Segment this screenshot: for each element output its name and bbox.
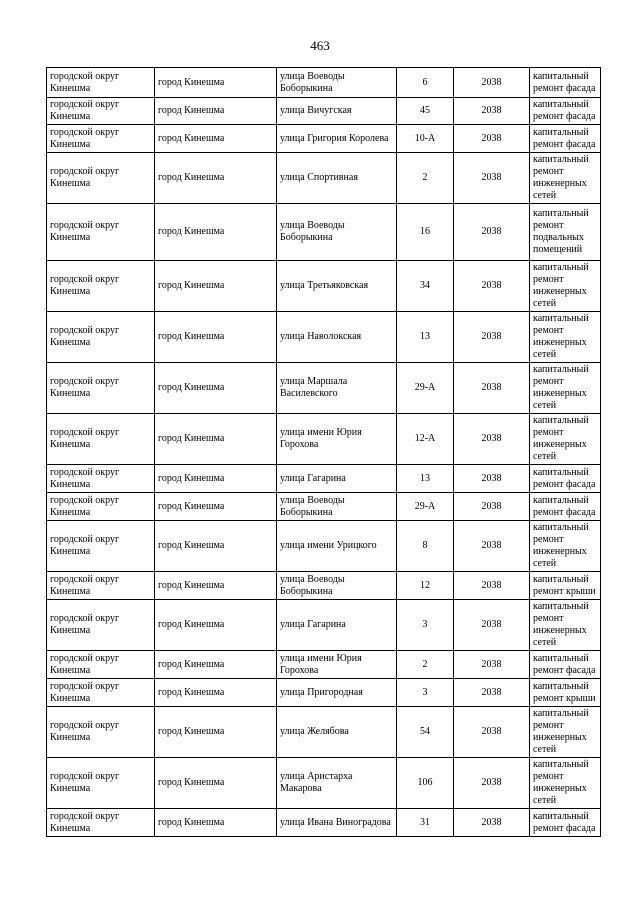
- city-cell: город Кинешма: [155, 312, 277, 363]
- street-cell: улица имени Юрия Горохова: [277, 651, 397, 679]
- district-cell: городской округ Кинешма: [47, 758, 155, 809]
- house-cell: 12: [397, 572, 454, 600]
- street-cell: улица Воеводы Боборыкина: [277, 493, 397, 521]
- table-row: [47, 312, 601, 363]
- table-row: [47, 153, 601, 204]
- district-cell: городской округ Кинешма: [47, 125, 155, 153]
- work-type-cell: капитальный ремонт фасада: [530, 651, 601, 679]
- street-cell: улица Гагарина: [277, 465, 397, 493]
- work-type-cell: капитальный ремонт инженерных сетей: [530, 363, 601, 414]
- street-cell: улица Гагарина: [277, 600, 397, 651]
- city-cell: город Кинешма: [155, 651, 277, 679]
- city-cell: город Кинешма: [155, 707, 277, 758]
- work-type-cell: капитальный ремонт подвальных помещений: [530, 204, 601, 261]
- district-cell: городской округ Кинешма: [47, 651, 155, 679]
- district-cell: городской округ Кинешма: [47, 312, 155, 363]
- house-cell: 16: [397, 204, 454, 261]
- street-cell: улица Вичугская: [277, 98, 397, 125]
- city-cell: город Кинешма: [155, 153, 277, 204]
- district-cell: городской округ Кинешма: [47, 572, 155, 600]
- house-cell: 8: [397, 521, 454, 572]
- house-cell: 13: [397, 465, 454, 493]
- city-cell: город Кинешма: [155, 98, 277, 125]
- district-cell: городской округ Кинешма: [47, 153, 155, 204]
- work-type-cell: капитальный ремонт инженерных сетей: [530, 312, 601, 363]
- street-cell: улица Ивана Виноградова: [277, 809, 397, 837]
- year-cell: 2038: [454, 572, 530, 600]
- street-cell: улица Аристарха Макарова: [277, 758, 397, 809]
- city-cell: город Кинешма: [155, 493, 277, 521]
- city-cell: город Кинешма: [155, 679, 277, 707]
- district-cell: городской округ Кинешма: [47, 204, 155, 261]
- work-type-cell: капитальный ремонт инженерных сетей: [530, 707, 601, 758]
- table-row: [47, 572, 601, 600]
- repair-schedule-table: [46, 67, 601, 837]
- table-row: [47, 68, 601, 98]
- street-cell: улица Спортивная: [277, 153, 397, 204]
- city-cell: город Кинешма: [155, 125, 277, 153]
- year-cell: 2038: [454, 600, 530, 651]
- district-cell: городской округ Кинешма: [47, 465, 155, 493]
- table-row: [47, 125, 601, 153]
- work-type-cell: капитальный ремонт инженерных сетей: [530, 758, 601, 809]
- city-cell: город Кинешма: [155, 809, 277, 837]
- district-cell: городской округ Кинешма: [47, 600, 155, 651]
- street-cell: улица Воеводы Боборыкина: [277, 572, 397, 600]
- work-type-cell: капитальный ремонт крыши: [530, 679, 601, 707]
- year-cell: 2038: [454, 363, 530, 414]
- work-type-cell: капитальный ремонт фасада: [530, 98, 601, 125]
- district-cell: городской округ Кинешма: [47, 98, 155, 125]
- city-cell: город Кинешма: [155, 600, 277, 651]
- year-cell: 2038: [454, 809, 530, 837]
- year-cell: 2038: [454, 261, 530, 312]
- year-cell: 2038: [454, 204, 530, 261]
- house-cell: 29-А: [397, 493, 454, 521]
- year-cell: 2038: [454, 153, 530, 204]
- table-row: [47, 679, 601, 707]
- house-cell: 54: [397, 707, 454, 758]
- house-cell: 3: [397, 600, 454, 651]
- year-cell: 2038: [454, 651, 530, 679]
- year-cell: 2038: [454, 707, 530, 758]
- year-cell: 2038: [454, 312, 530, 363]
- street-cell: улица Третьяковская: [277, 261, 397, 312]
- city-cell: город Кинешма: [155, 261, 277, 312]
- street-cell: улица Воеводы Боборыкина: [277, 68, 397, 98]
- table-row: [47, 98, 601, 125]
- work-type-cell: капитальный ремонт инженерных сетей: [530, 261, 601, 312]
- city-cell: город Кинешма: [155, 521, 277, 572]
- district-cell: городской округ Кинешма: [47, 261, 155, 312]
- city-cell: город Кинешма: [155, 414, 277, 465]
- year-cell: 2038: [454, 68, 530, 98]
- district-cell: городской округ Кинешма: [47, 521, 155, 572]
- year-cell: 2038: [454, 125, 530, 153]
- table-row: [47, 707, 601, 758]
- district-cell: городской округ Кинешма: [47, 707, 155, 758]
- house-cell: 34: [397, 261, 454, 312]
- work-type-cell: капитальный ремонт инженерных сетей: [530, 414, 601, 465]
- table-row: [47, 758, 601, 809]
- street-cell: улица Воеводы Боборыкина: [277, 204, 397, 261]
- work-type-cell: капитальный ремонт инженерных сетей: [530, 600, 601, 651]
- work-type-cell: капитальный ремонт фасада: [530, 809, 601, 837]
- year-cell: 2038: [454, 465, 530, 493]
- district-cell: городской округ Кинешма: [47, 414, 155, 465]
- year-cell: 2038: [454, 521, 530, 572]
- work-type-cell: капитальный ремонт крыши: [530, 572, 601, 600]
- district-cell: городской округ Кинешма: [47, 363, 155, 414]
- table-row: [47, 493, 601, 521]
- house-cell: 31: [397, 809, 454, 837]
- work-type-cell: капитальный ремонт фасада: [530, 465, 601, 493]
- year-cell: 2038: [454, 98, 530, 125]
- table-row: [47, 204, 601, 261]
- city-cell: город Кинешма: [155, 68, 277, 98]
- district-cell: городской округ Кинешма: [47, 679, 155, 707]
- year-cell: 2038: [454, 493, 530, 521]
- street-cell: улица Григория Королева: [277, 125, 397, 153]
- house-cell: 12-А: [397, 414, 454, 465]
- work-type-cell: капитальный ремонт инженерных сетей: [530, 153, 601, 204]
- house-cell: 10-А: [397, 125, 454, 153]
- table-row: [47, 414, 601, 465]
- work-type-cell: капитальный ремонт фасада: [530, 68, 601, 98]
- house-cell: 45: [397, 98, 454, 125]
- work-type-cell: капитальный ремонт фасада: [530, 493, 601, 521]
- street-cell: улица имени Урицкого: [277, 521, 397, 572]
- house-cell: 29-А: [397, 363, 454, 414]
- table-row: [47, 261, 601, 312]
- city-cell: город Кинешма: [155, 465, 277, 493]
- city-cell: город Кинешма: [155, 204, 277, 261]
- street-cell: улица имени Юрия Горохова: [277, 414, 397, 465]
- house-cell: 13: [397, 312, 454, 363]
- street-cell: улица Пригородная: [277, 679, 397, 707]
- year-cell: 2038: [454, 414, 530, 465]
- house-cell: 106: [397, 758, 454, 809]
- table-row: [47, 521, 601, 572]
- table-row: [47, 651, 601, 679]
- year-cell: 2038: [454, 758, 530, 809]
- street-cell: улица Маршала Василевского: [277, 363, 397, 414]
- city-cell: город Кинешма: [155, 572, 277, 600]
- city-cell: город Кинешма: [155, 363, 277, 414]
- work-type-cell: капитальный ремонт фасада: [530, 125, 601, 153]
- year-cell: 2038: [454, 679, 530, 707]
- house-cell: 2: [397, 651, 454, 679]
- city-cell: город Кинешма: [155, 758, 277, 809]
- house-cell: 6: [397, 68, 454, 98]
- house-cell: 3: [397, 679, 454, 707]
- work-type-cell: капитальный ремонт инженерных сетей: [530, 521, 601, 572]
- page-number: 463: [310, 38, 330, 53]
- table-row: [47, 809, 601, 837]
- table-row: [47, 600, 601, 651]
- street-cell: улица Желябова: [277, 707, 397, 758]
- district-cell: городской округ Кинешма: [47, 493, 155, 521]
- district-cell: городской округ Кинешма: [47, 68, 155, 98]
- table-row: [47, 465, 601, 493]
- house-cell: 2: [397, 153, 454, 204]
- table-row: [47, 363, 601, 414]
- street-cell: улица Наволокская: [277, 312, 397, 363]
- district-cell: городской округ Кинешма: [47, 809, 155, 837]
